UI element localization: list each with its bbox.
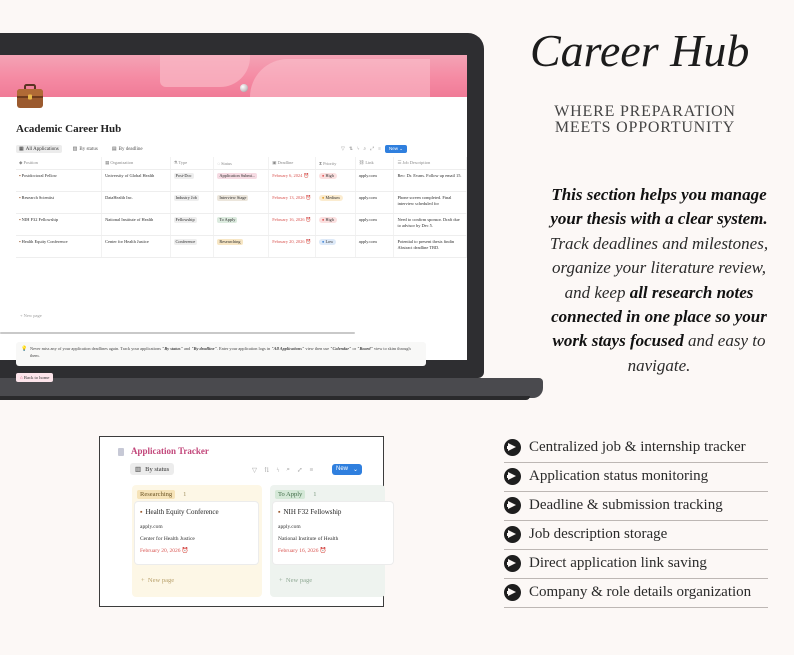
subtitle-line: MEETS OPPORTUNITY bbox=[554, 119, 736, 136]
callout-text: Never miss any of your application deadlines again. Track your applications bbox=[30, 346, 162, 351]
arrow-right-circle-icon bbox=[504, 584, 521, 601]
feature-label: Direct application link saving bbox=[529, 555, 707, 571]
column-label: Job Description bbox=[402, 160, 431, 165]
column-header-link[interactable]: ⛓ Link bbox=[355, 157, 394, 170]
table-header-row bbox=[16, 157, 467, 170]
expand-icon[interactable]: ⤢ bbox=[297, 467, 303, 474]
cell-status[interactable] bbox=[214, 236, 269, 258]
column-label: Deadline bbox=[277, 160, 294, 165]
cell-link[interactable]: apply.com bbox=[355, 192, 394, 214]
applications-table bbox=[16, 157, 467, 258]
callout-emphasis: "All Applications" bbox=[271, 346, 305, 351]
cell-type[interactable] bbox=[170, 192, 214, 214]
board-icon: ▥ bbox=[72, 147, 78, 152]
callout-text: . Enter your application logs in bbox=[216, 346, 272, 351]
position-text: Research Scientist bbox=[21, 195, 54, 200]
cell-deadline[interactable] bbox=[269, 236, 316, 258]
arrow-right-circle-icon bbox=[504, 555, 521, 572]
feature-label: Centralized job & internship tracker bbox=[529, 439, 746, 455]
cell-organization[interactable]: National Institute of Health bbox=[102, 214, 170, 236]
settings-icon[interactable]: ≡ bbox=[309, 466, 314, 474]
view-tabs bbox=[16, 145, 146, 153]
cell-position[interactable] bbox=[16, 236, 102, 258]
callout-box bbox=[16, 342, 426, 366]
cell-link[interactable]: apply.com bbox=[355, 214, 394, 236]
priority-badge: ● High bbox=[319, 173, 337, 179]
priority-badge: ● Medium bbox=[319, 195, 343, 201]
tab-all-applications[interactable] bbox=[16, 145, 62, 153]
feature-label: Company & role details organization bbox=[529, 584, 752, 600]
application-tracker-board bbox=[99, 436, 384, 607]
card-title bbox=[140, 508, 219, 516]
cell-description[interactable]: Phone screen completed. Final interview scheduled for bbox=[394, 192, 467, 214]
description-regular: Track deadlines and milestones, organize your literature review, and keep bbox=[549, 233, 769, 302]
board-toolbar bbox=[252, 466, 313, 474]
column-count: 1 bbox=[183, 491, 187, 498]
callout-emphasis: "Board" bbox=[357, 346, 373, 351]
new-button[interactable] bbox=[332, 464, 362, 475]
column-label: Position bbox=[23, 160, 38, 165]
lightbulb-icon: 💡 bbox=[21, 347, 28, 352]
cell-position[interactable] bbox=[16, 192, 102, 214]
description-bold: all research notes connected in one place so your work stays focused bbox=[551, 282, 767, 351]
arrow-right-circle-icon bbox=[504, 497, 521, 514]
cell-description[interactable]: Potential to present thesis findin Abstract deadline TBD. bbox=[394, 236, 467, 258]
alarm-icon: ⏰ bbox=[181, 548, 189, 554]
cell-organization[interactable]: Center for Health Justice bbox=[102, 236, 170, 258]
tab-label: By deadline bbox=[118, 146, 143, 152]
tab-label: By status bbox=[79, 146, 98, 152]
new-page-label: New page bbox=[23, 313, 42, 318]
tab-by-deadline[interactable] bbox=[109, 145, 146, 153]
briefcase-icon: ▪ bbox=[278, 508, 281, 516]
brand-subtitle bbox=[520, 104, 770, 136]
type-tag: Industry Job bbox=[175, 195, 197, 200]
card-title-text: Health Equity Conference bbox=[145, 508, 219, 516]
filter-icon[interactable]: ▽ bbox=[252, 467, 257, 474]
board-card[interactable] bbox=[135, 502, 258, 564]
card-deadline bbox=[140, 548, 189, 554]
cell-organization[interactable]: University of Global Health bbox=[102, 170, 170, 192]
column-label: Researching bbox=[137, 490, 175, 499]
feature-item bbox=[504, 434, 768, 463]
priority-label: Medium bbox=[325, 195, 340, 200]
cell-priority[interactable] bbox=[315, 170, 355, 192]
feature-list bbox=[504, 434, 768, 608]
board-column-researching bbox=[132, 485, 262, 597]
laptop-screen bbox=[0, 55, 467, 380]
cover-shape bbox=[250, 59, 430, 97]
card-link[interactable]: apply.com bbox=[140, 524, 163, 530]
callout-emphasis: "By deadline" bbox=[191, 346, 217, 351]
briefcase-icon: ▪ bbox=[140, 508, 143, 516]
cell-deadline[interactable] bbox=[269, 170, 316, 192]
home-icon: ⌂ bbox=[20, 375, 23, 380]
description-text bbox=[548, 183, 770, 378]
deadline-text: February 13, 2026 bbox=[272, 195, 305, 200]
db-toolbar bbox=[341, 145, 407, 153]
callout-text: view to skim through them. bbox=[30, 346, 411, 358]
tab-label: All Applications bbox=[25, 146, 59, 152]
callout-text: or bbox=[351, 346, 358, 351]
position-text: Health Equity Conference bbox=[21, 239, 68, 244]
cell-link[interactable]: apply.com bbox=[355, 236, 394, 258]
cell-position[interactable] bbox=[16, 214, 102, 236]
cell-status[interactable] bbox=[214, 170, 269, 192]
new-button-label: New bbox=[388, 146, 398, 151]
alarm-icon: ⏰ bbox=[303, 173, 309, 178]
column-header-organization[interactable]: ▦ Organization bbox=[102, 157, 170, 170]
feature-label: Job description storage bbox=[529, 526, 668, 542]
briefcase-icon bbox=[16, 83, 44, 109]
card-date: February 20, 2026 bbox=[140, 548, 181, 554]
card-organization: Center for Health Justice bbox=[140, 536, 195, 542]
table-icon: ▦ bbox=[19, 147, 24, 152]
arrow-right-circle-icon bbox=[504, 468, 521, 485]
briefcase-icon: ▪ bbox=[19, 195, 21, 200]
table-row[interactable] bbox=[16, 170, 467, 192]
back-to-home-button[interactable] bbox=[16, 373, 53, 382]
cell-priority[interactable] bbox=[315, 236, 355, 258]
cell-type[interactable] bbox=[170, 236, 214, 258]
type-tag: Post-Doc bbox=[175, 173, 192, 178]
column-count: 1 bbox=[313, 491, 317, 498]
callout-text: view then use bbox=[304, 346, 331, 351]
search-icon[interactable]: ⌕ bbox=[286, 466, 291, 473]
column-header-status[interactable]: ◌ Status bbox=[214, 157, 269, 170]
priority-label: High bbox=[325, 173, 334, 178]
column-label: Priority bbox=[323, 160, 337, 166]
settings-icon[interactable]: ≡ bbox=[378, 146, 381, 152]
cell-status[interactable] bbox=[214, 214, 269, 236]
column-header-priority[interactable]: ⧗ Priority bbox=[315, 157, 355, 170]
priority-badge: ● Low bbox=[319, 239, 336, 245]
feature-item bbox=[504, 492, 768, 521]
cell-deadline[interactable] bbox=[269, 192, 316, 214]
cell-priority[interactable] bbox=[315, 192, 355, 214]
feature-item bbox=[504, 521, 768, 550]
position-text: Postdoctoral Fellow bbox=[21, 173, 57, 178]
feature-item bbox=[504, 550, 768, 579]
priority-label: High bbox=[325, 217, 334, 222]
status-tag: Researching bbox=[219, 239, 241, 244]
cell-description[interactable]: Rec: Dr. Evans. Follow up email 15. bbox=[394, 170, 467, 192]
cell-organization[interactable]: DataHealth Inc. bbox=[102, 192, 170, 214]
subtitle-line: WHERE PREPARATION bbox=[554, 103, 736, 120]
cell-deadline[interactable] bbox=[269, 214, 316, 236]
card-title-text: NIH F32 Fellowship bbox=[283, 508, 342, 516]
column-header-job-description[interactable]: ☰ Job Description bbox=[394, 157, 467, 170]
table-row[interactable] bbox=[16, 192, 467, 214]
new-page-label: New page bbox=[285, 577, 313, 584]
status-tag: Interview Stage bbox=[219, 195, 247, 200]
callout-text: and bbox=[182, 346, 192, 351]
briefcase-icon: ▪ bbox=[19, 239, 21, 244]
briefcase-icon: ▪ bbox=[19, 173, 21, 178]
column-header-deadline[interactable]: ▣ Deadline bbox=[269, 157, 316, 170]
board-column-to-apply bbox=[270, 485, 385, 597]
alarm-icon: ⏰ bbox=[305, 239, 312, 244]
column-label: To Apply bbox=[275, 490, 305, 499]
cell-priority[interactable] bbox=[315, 214, 355, 236]
tab-label: By status bbox=[145, 465, 170, 473]
callout-emphasis: "By status" bbox=[161, 346, 183, 351]
cell-position[interactable] bbox=[16, 170, 102, 192]
column-header-position[interactable]: ◆ Position bbox=[16, 157, 102, 170]
tab-by-status[interactable] bbox=[70, 145, 101, 153]
cell-link[interactable]: apply.com bbox=[355, 170, 394, 192]
feature-item bbox=[504, 463, 768, 492]
card-link[interactable]: apply.com bbox=[278, 524, 301, 530]
search-icon[interactable]: ⌕ bbox=[363, 147, 367, 152]
alarm-icon: ⏰ bbox=[305, 217, 312, 222]
position-text: NIH F32 Fellowship bbox=[21, 217, 59, 222]
board-icon: ▥ bbox=[135, 466, 142, 473]
card-title bbox=[278, 508, 341, 516]
new-button-label: New bbox=[336, 466, 349, 472]
new-page-button[interactable]: + New page bbox=[279, 577, 313, 584]
cell-type[interactable] bbox=[170, 214, 214, 236]
type-tag: Fellowship bbox=[175, 217, 195, 222]
filter-icon[interactable]: ▽ bbox=[341, 147, 345, 152]
board-card[interactable] bbox=[273, 502, 393, 564]
calendar-icon: ▤ bbox=[111, 147, 117, 152]
new-button[interactable]: New ⌄ bbox=[385, 145, 407, 153]
page-icon bbox=[118, 448, 124, 456]
cell-status[interactable] bbox=[214, 192, 269, 214]
chevron-down-icon: ⌄ bbox=[353, 467, 359, 473]
new-page-row[interactable]: + New page bbox=[20, 313, 42, 318]
column-header-type[interactable]: ⚗ Type bbox=[170, 157, 214, 170]
priority-badge: ● High bbox=[319, 217, 337, 223]
sort-icon[interactable]: ⇅ bbox=[348, 147, 354, 152]
cover-shape bbox=[160, 55, 250, 87]
column-label: Organization bbox=[110, 160, 134, 165]
cell-description[interactable]: Need to confirm sponsor. Draft due to advisor by Dec 5. bbox=[394, 214, 467, 236]
deadline-text: February 6, 2024 bbox=[272, 173, 303, 178]
type-tag: Conference bbox=[175, 239, 196, 244]
status-tag: Application Submi... bbox=[219, 173, 256, 178]
status-tag: To Apply bbox=[219, 217, 236, 222]
alarm-icon: ⏰ bbox=[305, 195, 312, 200]
feature-label: Deadline & submission tracking bbox=[529, 497, 723, 513]
description-regular: and easy to navigate. bbox=[627, 331, 766, 375]
laptop-base bbox=[0, 378, 543, 398]
briefcase-icon: ▪ bbox=[19, 217, 21, 222]
back-button-label: Back to home bbox=[23, 375, 50, 380]
deadline-text: February 16, 2026 bbox=[272, 217, 305, 222]
column-header bbox=[137, 490, 186, 499]
horizontal-scrollbar[interactable] bbox=[0, 332, 355, 334]
deadline-text: February 20, 2026 bbox=[272, 239, 305, 244]
feature-label: Application status monitoring bbox=[529, 468, 709, 484]
page-title: Academic Career Hub bbox=[16, 123, 122, 135]
card-deadline bbox=[278, 548, 327, 554]
table-row[interactable] bbox=[16, 214, 467, 236]
column-header bbox=[275, 490, 317, 499]
automation-icon[interactable]: ϟ bbox=[357, 146, 360, 152]
table-row[interactable] bbox=[16, 236, 467, 258]
description-bold: This section helps you manage your thesis with a clear system. bbox=[550, 185, 768, 229]
board-title: Application Tracker bbox=[131, 446, 209, 456]
callout-emphasis: "Calendar" bbox=[330, 346, 352, 351]
sort-icon[interactable]: ⇅ bbox=[264, 467, 270, 474]
arrow-right-circle-icon bbox=[504, 526, 521, 543]
tab-by-status[interactable] bbox=[130, 463, 174, 475]
column-label: Status bbox=[221, 160, 232, 166]
priority-label: Low bbox=[325, 239, 334, 244]
column-label: Link bbox=[365, 160, 374, 165]
expand-icon[interactable]: ⤢ bbox=[370, 147, 375, 152]
automation-icon[interactable]: ϟ bbox=[276, 466, 280, 474]
feature-item bbox=[504, 579, 768, 608]
new-page-button[interactable]: + New page bbox=[141, 577, 175, 584]
page-cover bbox=[0, 55, 467, 97]
new-page-label: New page bbox=[147, 577, 175, 584]
column-label: Type bbox=[178, 160, 188, 165]
brand-title: Career Hub bbox=[530, 25, 750, 76]
alarm-icon: ⏰ bbox=[319, 548, 327, 554]
card-organization: National Institute of Health bbox=[278, 536, 339, 542]
cover-sphere bbox=[240, 84, 248, 92]
laptop-base-shadow bbox=[0, 396, 530, 400]
cell-type[interactable] bbox=[170, 170, 214, 192]
card-date: February 16, 2026 bbox=[278, 548, 319, 554]
arrow-right-circle-icon bbox=[504, 439, 521, 456]
